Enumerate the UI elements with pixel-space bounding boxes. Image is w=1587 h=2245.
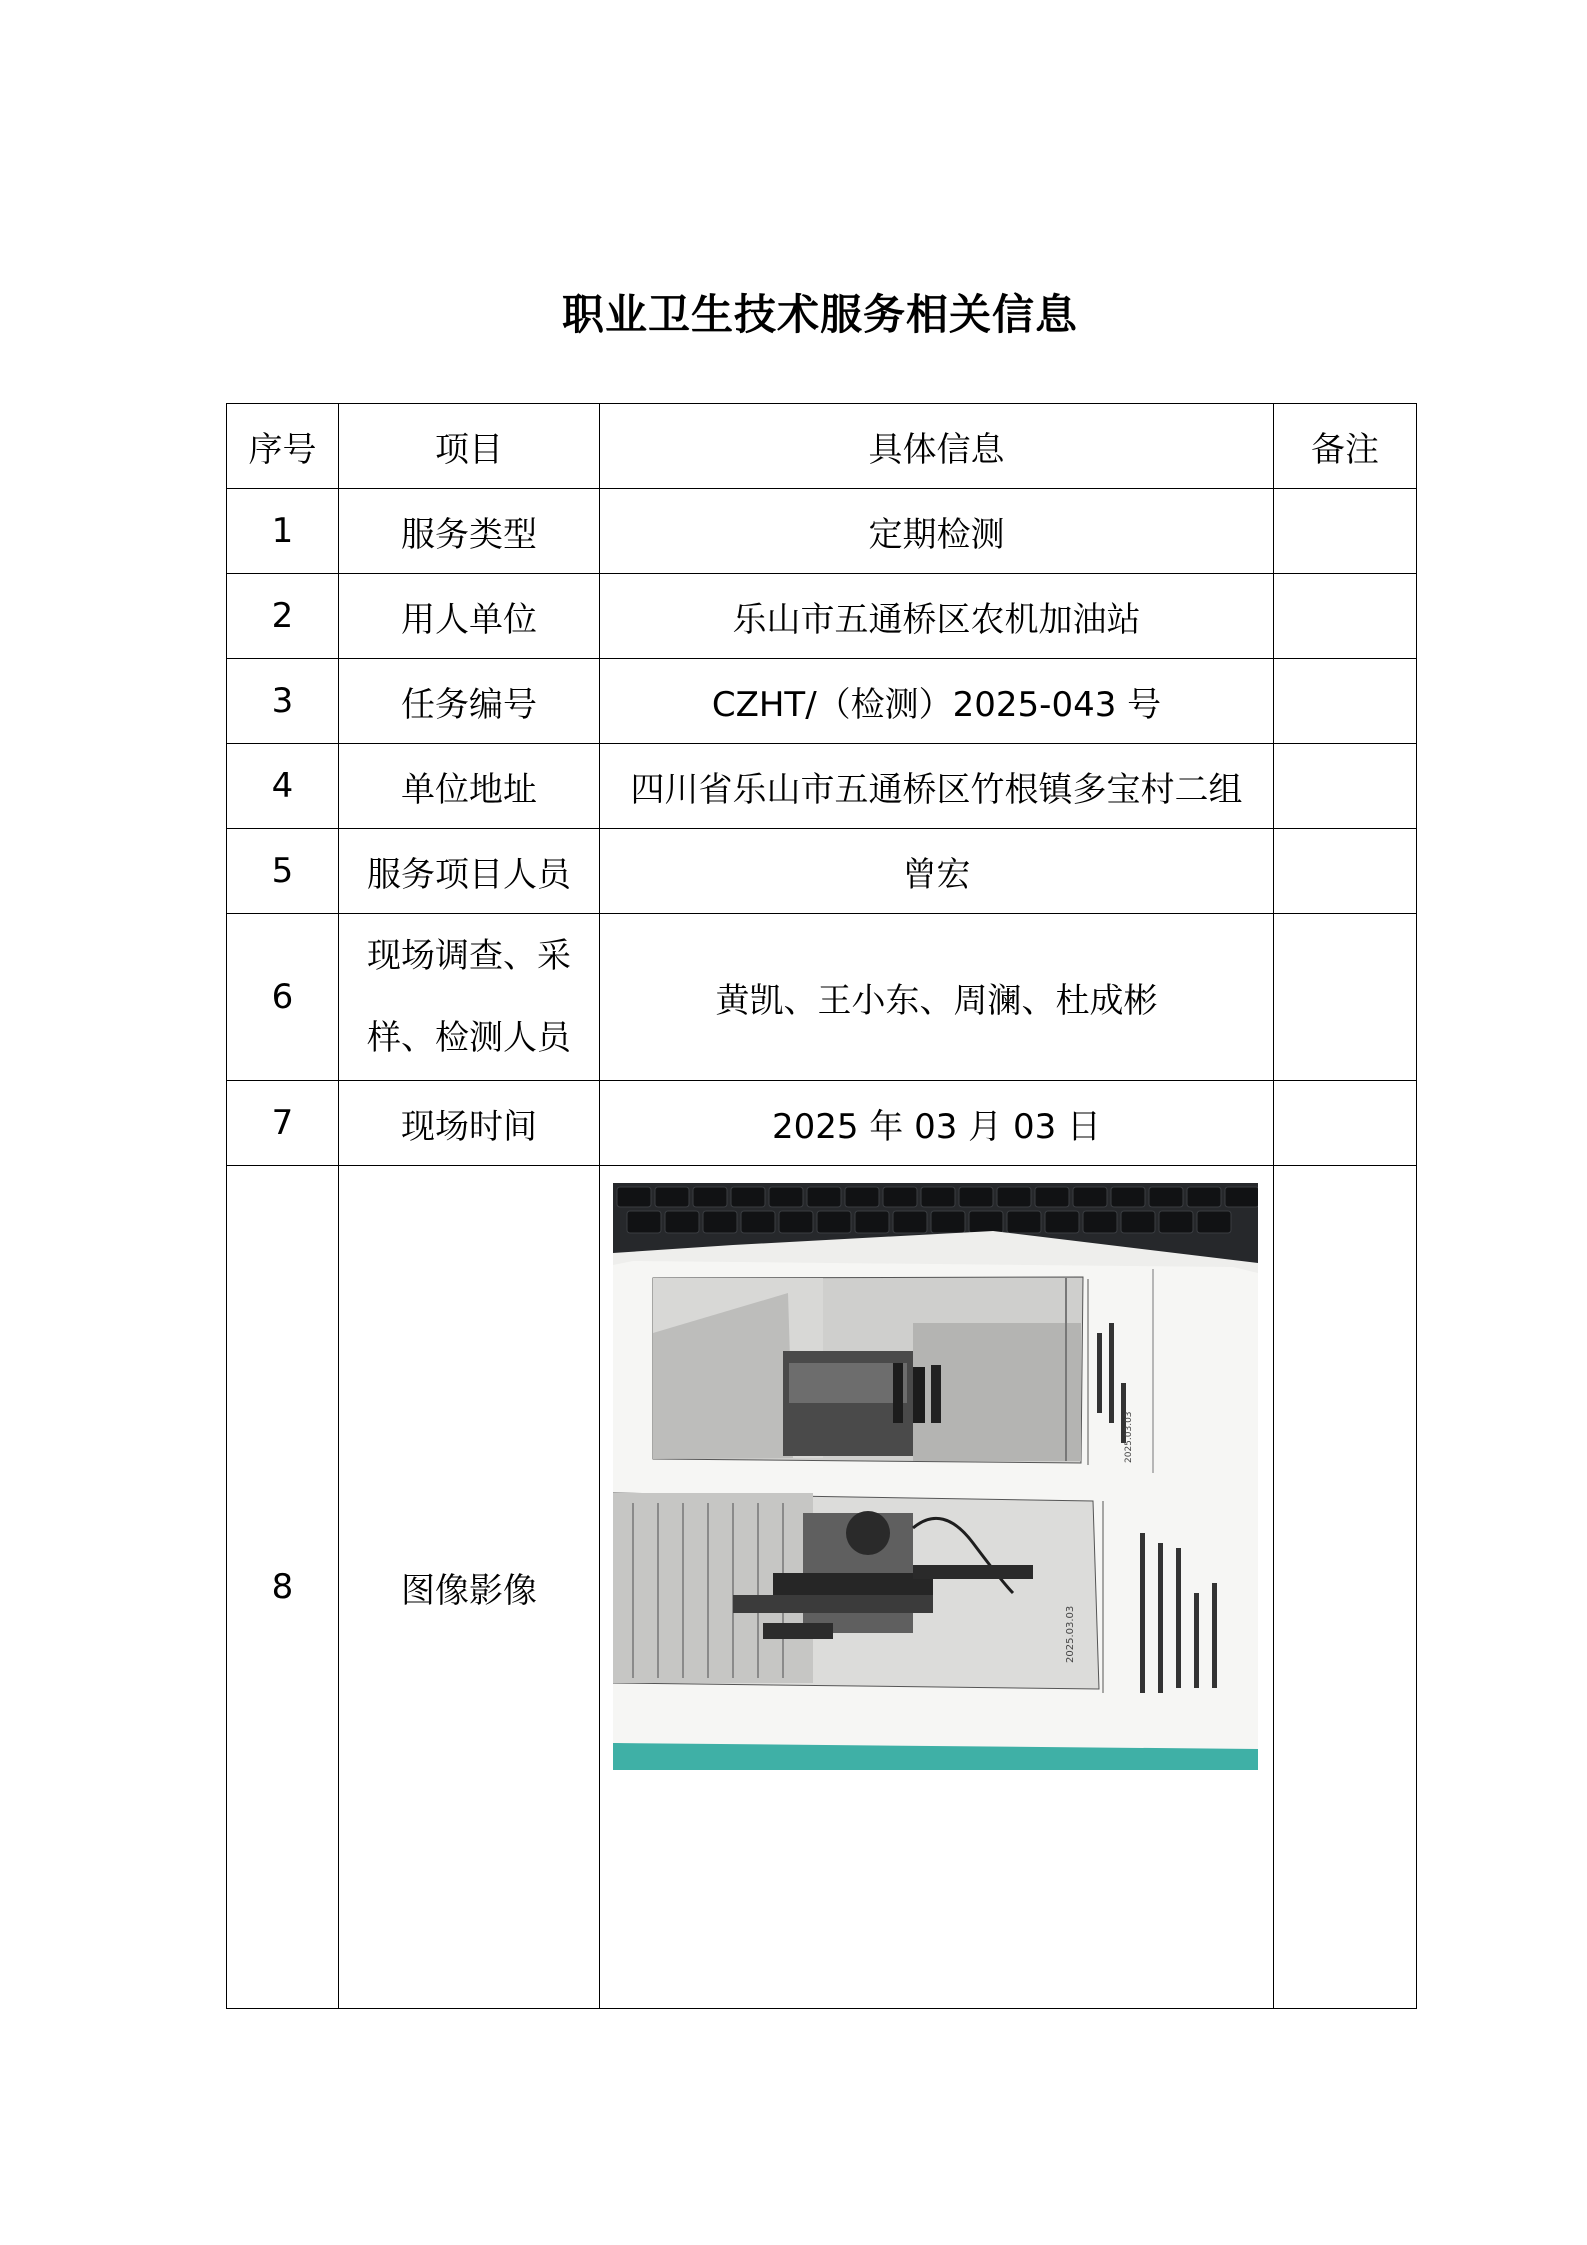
row-no: 2 xyxy=(227,574,339,659)
table-row xyxy=(227,829,1417,914)
table-row xyxy=(227,914,1417,1081)
site-photo xyxy=(613,1183,1258,1770)
row-item: 用人单位 xyxy=(339,574,600,659)
table-row xyxy=(227,1081,1417,1166)
row-note xyxy=(1274,914,1417,1081)
row-item-line2: 样、检测人员 xyxy=(367,1018,571,1058)
row-info: 黄凯、王小东、周澜、杜成彬 xyxy=(600,914,1274,1081)
row-item xyxy=(339,914,600,1081)
row-info: 四川省乐山市五通桥区竹根镇多宝村二组 xyxy=(600,744,1274,829)
row-no: 5 xyxy=(227,829,339,914)
row-no: 6 xyxy=(227,914,339,1081)
table-row xyxy=(227,659,1417,744)
row-no: 8 xyxy=(227,1166,339,2009)
photo-date-stamp-top: 2025.03.03 xyxy=(1124,1411,1134,1463)
table-row xyxy=(227,574,1417,659)
row-item: 图像影像 xyxy=(339,1166,600,2009)
header-note: 备注 xyxy=(1274,404,1417,489)
row-info: 曾宏 xyxy=(600,829,1274,914)
row-note xyxy=(1274,1166,1417,2009)
row-note xyxy=(1274,574,1417,659)
site-photo-graphic xyxy=(613,1183,1258,1770)
row-no: 7 xyxy=(227,1081,339,1166)
row-no: 3 xyxy=(227,659,339,744)
row-item: 任务编号 xyxy=(339,659,600,744)
table-row xyxy=(227,744,1417,829)
row-info: CZHT/（检测）2025-043 号 xyxy=(600,659,1274,744)
row-note xyxy=(1274,489,1417,574)
row-no: 1 xyxy=(227,489,339,574)
row-item: 单位地址 xyxy=(339,744,600,829)
header-info: 具体信息 xyxy=(600,404,1274,489)
table-row xyxy=(227,489,1417,574)
row-info: 乐山市五通桥区农机加油站 xyxy=(600,574,1274,659)
row-item: 服务类型 xyxy=(339,489,600,574)
table-row xyxy=(227,1166,1417,2009)
photo-date-stamp-bottom: 2025.03.03 xyxy=(1065,1605,1076,1663)
row-note xyxy=(1274,1081,1417,1166)
row-note xyxy=(1274,659,1417,744)
row-item: 服务项目人员 xyxy=(339,829,600,914)
row-note xyxy=(1274,829,1417,914)
row-info: 定期检测 xyxy=(600,489,1274,574)
row-item: 现场时间 xyxy=(339,1081,600,1166)
row-no: 4 xyxy=(227,744,339,829)
info-table xyxy=(226,403,1417,2009)
row-info-image xyxy=(600,1166,1274,2009)
table-header-row xyxy=(227,404,1417,489)
row-item-line1: 现场调查、采 xyxy=(367,936,571,976)
row-info: 2025 年 03 月 03 日 xyxy=(600,1081,1274,1166)
row-note xyxy=(1274,744,1417,829)
header-no: 序号 xyxy=(227,404,339,489)
page-title: 职业卫生技术服务相关信息 xyxy=(561,290,1078,339)
header-item: 项目 xyxy=(339,404,600,489)
